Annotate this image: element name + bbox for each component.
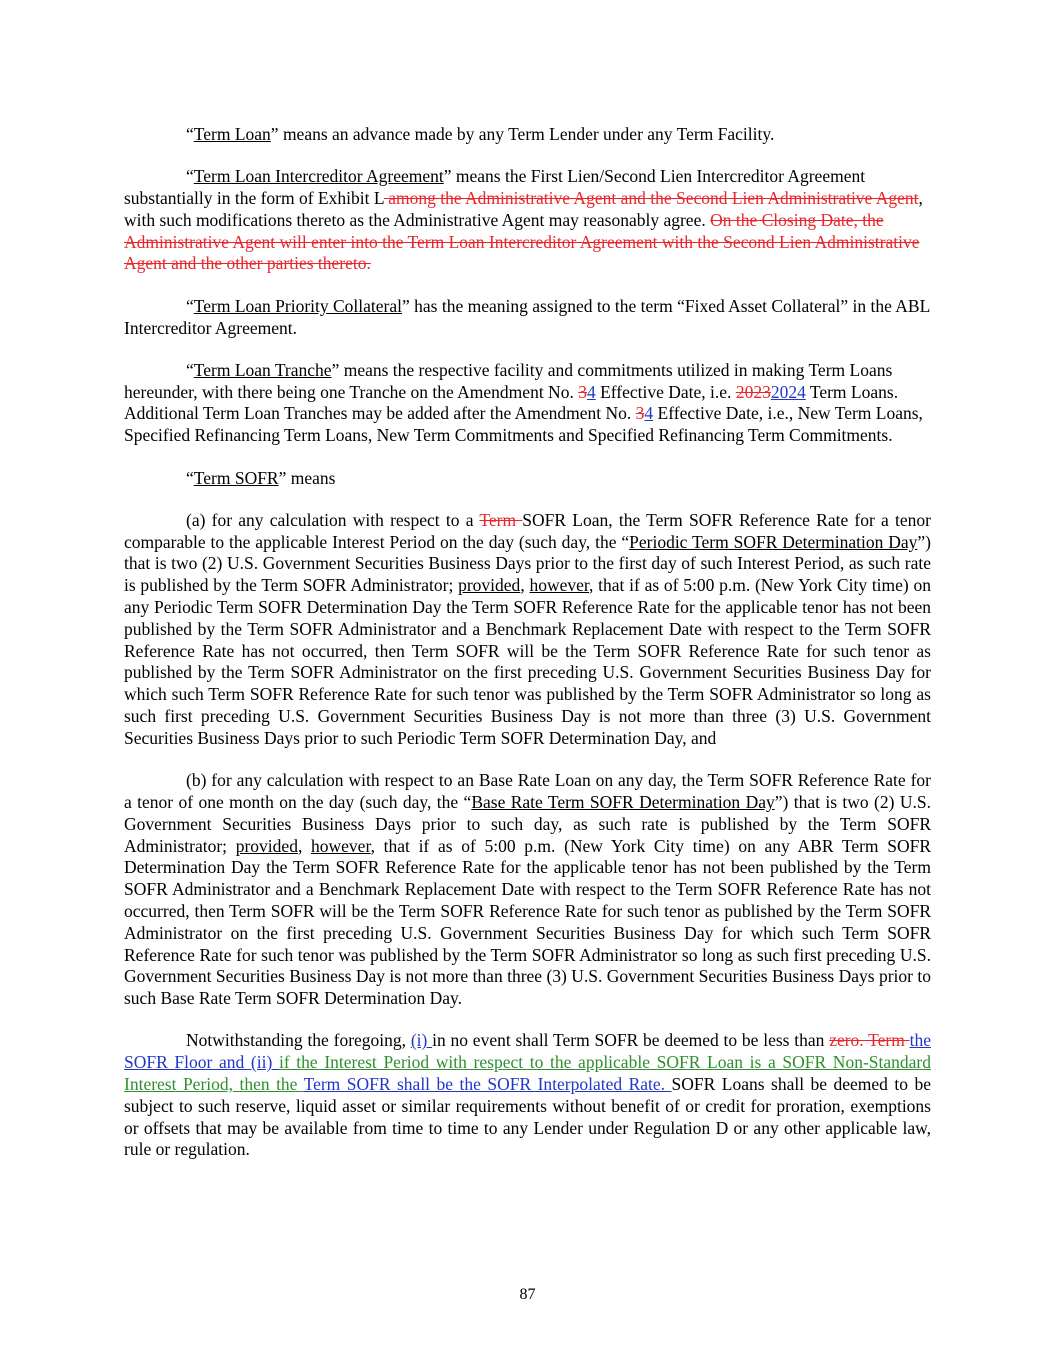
definition-text: , with such modifications thereto as the Administrative Agent may reasonably agree. bbox=[124, 188, 923, 230]
clause-text: ”) that is two (2) U.S. Government Securities Business Days prior to such day, as such rate is published by the Term SOFR Administrator; bbox=[124, 791, 931, 856]
page-number: 87 bbox=[519, 1286, 536, 1303]
defined-term: Base Rate Term SOFR Determination Day bbox=[471, 791, 775, 812]
definition-term-loan-tranche bbox=[124, 360, 931, 447]
definition-text: Term Loans. Additional Term Loan Tranches may be added after the Amendment No. bbox=[124, 381, 899, 424]
inserted-text: 2024 bbox=[770, 381, 806, 402]
deleted-text: Term bbox=[479, 509, 523, 530]
defined-term: Term Loan bbox=[193, 124, 271, 144]
defined-term: Term SOFR bbox=[193, 467, 279, 488]
defined-term: Periodic Term SOFR Determination Day bbox=[629, 531, 918, 552]
underlined-word: provided bbox=[235, 835, 298, 856]
deleted-text: among the Administrative Agent and the Second Lien Administrative Agent bbox=[383, 188, 919, 209]
definition-text: ” has the meaning assigned to the term “Fixed Asset Collateral” in the ABL Intercreditor Agreement. bbox=[124, 295, 930, 338]
definition-term-loan-intercreditor-agreement bbox=[124, 166, 931, 275]
inserted-text: Term SOFR shall be the SOFR Interpolated Rate. bbox=[303, 1073, 672, 1094]
definition-term-sofr bbox=[124, 468, 931, 490]
underlined-word: provided bbox=[458, 575, 521, 596]
inserted-text: (i) bbox=[410, 1030, 433, 1051]
definition-text: ” means the respective facility and commitments utilized in making Term Loans hereunder, with there being one Tranche on the Amendment No. bbox=[124, 359, 893, 402]
defined-term: Term Loan Priority Collateral bbox=[193, 295, 403, 316]
clause-text: (b) for any calculation with respect to an Base Rate Loan on any day, the Term SOFR Reference Rate for a tenor of one month on the day (such day, the “ bbox=[124, 770, 931, 812]
paragraph-text: SOFR Loans shall be deemed to be subject to such reserve, liquid asset or similar requirements without benefit of or credit for proration, exemptions or offsets that may be available from time to time to any Lender under Regulation D or any other applicable law, rule or regulation. bbox=[124, 1073, 931, 1160]
clause-text: SOFR Loan, the Term SOFR Reference Rate for a tenor comparable to the applicable Interest Period on the day (such day, the “ bbox=[124, 509, 932, 552]
underlined-word: however bbox=[529, 575, 590, 596]
defined-term: Term Loan Tranche bbox=[193, 359, 332, 380]
underlined-word: however bbox=[311, 835, 371, 856]
clause-a bbox=[124, 510, 931, 750]
clause-text: , bbox=[520, 575, 530, 596]
definition-text: ” means the First Lien/Second Lien Intercreditor Agreement substantially in the form of Exhibit L bbox=[124, 166, 866, 209]
definition-text: Effective Date, i.e. bbox=[595, 381, 736, 402]
clause-text: ”) that is two (2) U.S. Government Securities Business Days prior to the first day of such Interest Period, as such rate is published by the Term SOFR Administrator; bbox=[124, 531, 931, 596]
defined-term: Term Loan Intercreditor Agreement bbox=[193, 166, 444, 187]
definition-text: Effective Date, i.e., New Term Loans, Specified Refinancing Term Loans, New Term Commitments and Specified Refinancing Term Commitments. bbox=[124, 403, 923, 446]
inserted-text: the SOFR Floor and (ii) bbox=[124, 1030, 931, 1073]
deleted-text: 3 bbox=[578, 381, 587, 402]
inserted-text-green: if the Interest Period with respect to the applicable SOFR Loan is a SOFR Non-Standard Interest Period, then the bbox=[124, 1052, 931, 1094]
clause-text: , that if as of 5:00 p.m. (New York City time) on any Periodic Term SOFR Determination Day the Term SOFR Reference Rate for the applicable tenor has not been published by the Term SOFR Administrator and a Benchmark Replacement Date with respect to the Term SOFR Reference Rate has not occurred, then Term SOFR will be the Term SOFR Reference Rate for such tenor as published by the Term SOFR Administrator on the first preceding U.S. Government Securities Business Day for which such Term SOFR Reference Rate for such tenor was published by the Term SOFR Administrator so long as such first preceding U.S. Government Securities Business Day is not more than three (3) U.S. Government Securities Business Days prior to such Periodic Term SOFR Determination Day, and bbox=[124, 575, 932, 748]
deleted-text: zero. Term bbox=[829, 1030, 910, 1051]
definition-term-loan bbox=[124, 124, 931, 146]
open-quote: “ bbox=[186, 359, 194, 380]
definition-text: ” means bbox=[278, 467, 336, 488]
open-quote: “ bbox=[186, 295, 194, 316]
clause-text: , that if as of 5:00 p.m. (New York City time) on any ABR Term SOFR Determination Day the Term SOFR Reference Rate for the applicable tenor has not been published by the Term SOFR Administrator and a Benchmark Replacement Date with respect to the Term SOFR Reference Rate has not occurred, then Term SOFR will be the Term SOFR Reference Rate for such tenor as published by the Term SOFR Administrator on the first preceding U.S. Government Securities Business Day for which such Term SOFR Reference Rate for such tenor was published by the Term SOFR Administrator so long as such first preceding U.S. Government Securities Business Day is not more than three (3) U.S. Government Securities Business Days prior to such Base Rate Term SOFR Determination Day. bbox=[124, 835, 931, 1009]
notwithstanding-paragraph bbox=[124, 1030, 931, 1161]
deleted-text: On the Closing Date, the Administrative Agent will enter into the Term Loan Intercreditor Agreement with the Second Lien Administrative Agent and the other parties thereto. bbox=[124, 209, 920, 274]
open-quote: “ bbox=[186, 467, 194, 488]
deleted-text: 2023 bbox=[735, 381, 771, 402]
definition-text: ” means an advance made by any Term Lender under any Term Facility. bbox=[270, 124, 775, 144]
definition-term-loan-priority-collateral bbox=[124, 296, 931, 340]
deleted-text: 3 bbox=[635, 403, 645, 424]
page-body bbox=[124, 124, 931, 1182]
clause-text: , bbox=[297, 835, 312, 856]
clause-b bbox=[124, 770, 931, 1010]
inserted-text: 4 bbox=[644, 403, 654, 424]
open-quote: “ bbox=[186, 124, 194, 144]
paragraph-text: Notwithstanding the foregoing, bbox=[186, 1030, 411, 1051]
clause-text: (a) for any calculation with respect to a bbox=[186, 509, 480, 530]
paragraph-text: in no event shall Term SOFR be deemed to be less than bbox=[432, 1030, 830, 1051]
inserted-text: 4 bbox=[586, 381, 596, 402]
open-quote: “ bbox=[186, 166, 194, 187]
